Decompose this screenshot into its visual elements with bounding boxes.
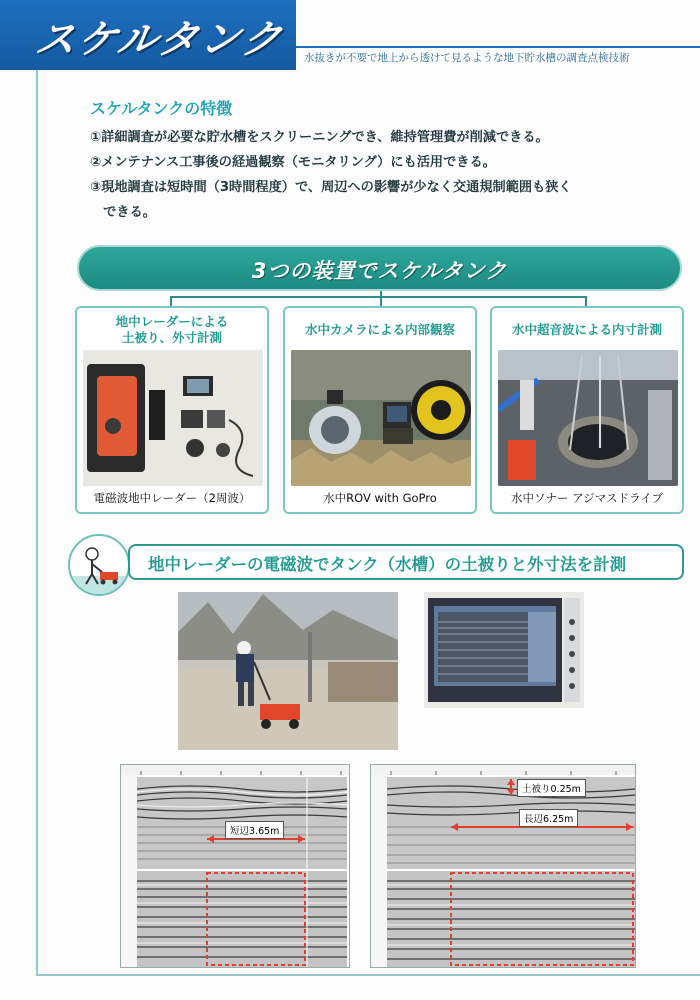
page-border-bottom <box>36 974 700 976</box>
device-card-gpr <box>75 306 269 514</box>
feature-item-2: ②メンテナンス工事後の経過観察（モニタリング）にも活用できる。 <box>90 155 496 170</box>
device-card-title: 水中カメラによる内部観察 <box>304 322 455 337</box>
feature-item-3: ③現地調査は短時間（3時間程度）で、周辺への影響が少なく交通規制範囲も狭く <box>90 180 572 195</box>
gpr-operator-icon <box>68 534 130 596</box>
header-rule <box>296 46 700 48</box>
features-title: スケルタンクの特徴 <box>90 99 233 118</box>
device-card-title: 土被り、外寸計測 <box>121 330 222 345</box>
device-caption: 電磁波地中レーダー（2周波） <box>93 491 251 505</box>
radargram-long-side <box>370 764 636 968</box>
radargram-short-side <box>120 764 350 968</box>
field-survey-photo <box>178 592 398 750</box>
long-side-label: 長辺6.25m <box>519 809 578 827</box>
feature-item-1: ①詳細調査が必要な貯水槽をスクリーニングでき、維持管理費が削減できる。 <box>90 130 549 145</box>
devices-banner-text: 3つの装置でスケルタンク <box>251 259 508 283</box>
features-section <box>90 96 670 225</box>
header-title-box <box>0 0 296 70</box>
rov-equipment-photo <box>291 350 471 486</box>
device-card-title: 水中超音波による内寸計測 <box>511 322 662 337</box>
page-subtitle: 水抜きが不要で地上から透けて見るような地下貯水槽の調査点検技術 <box>304 52 630 64</box>
section-title-bar <box>128 544 684 580</box>
sonar-equipment-photo <box>498 350 678 486</box>
page-border-left <box>36 66 38 976</box>
device-caption: 水中ソナー アジマスドライブ <box>510 491 663 505</box>
section-title: 地中レーダーの電磁波でタンク（水槽）の土被りと外寸法を計測 <box>148 555 627 574</box>
short-side-label: 短辺3.65m <box>225 821 284 839</box>
tree-connector <box>170 296 585 298</box>
page-title: スケルタンク <box>32 17 287 63</box>
feature-item-3-cont: できる。 <box>90 205 156 220</box>
radar-monitor-photo <box>424 592 584 708</box>
device-card-rov <box>283 306 477 514</box>
device-caption: 水中ROV with GoPro <box>323 491 437 505</box>
device-card-title: 地中レーダーによる <box>115 314 229 329</box>
devices-banner <box>77 245 682 291</box>
cover-depth-label: 土被り0.25m <box>517 779 586 797</box>
gpr-equipment-photo <box>83 350 263 486</box>
device-card-sonar <box>490 306 684 514</box>
